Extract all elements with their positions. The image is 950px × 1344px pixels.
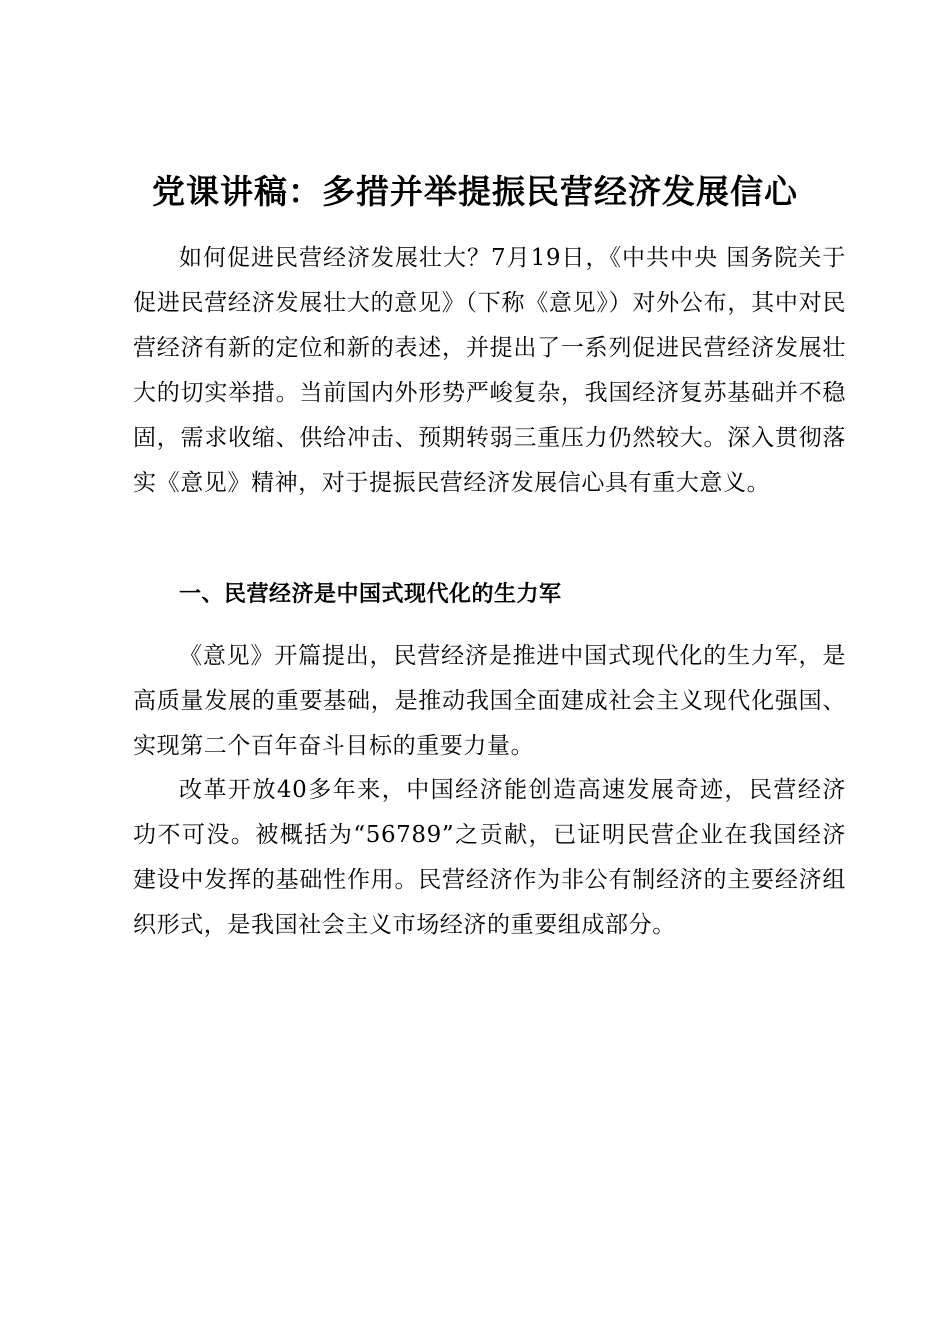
document-title: 党课讲稿：多措并举提振民营经济发展信心 bbox=[152, 172, 798, 211]
intro-paragraph: 如何促进民营经济发展壮大？7月19日，《中共中央 国务院关于促进民营经济发展壮大的意见》（下称《意见》）对外公布，其中对民营经济有新的定位和新的表述，并提出了一系列促进民营经济发展壮大的切实举措。当前国内外形势严峻复杂，我国经济复苏基础并不稳固，需求收缩、供给冲击、预期转弱三重压力仍然较大。深入贯彻落实《意见》精神，对于提振民营经济发展信心具有重大意义。 bbox=[133, 245, 846, 496]
section-paragraph-1: 《意见》开篇提出，民营经济是推进中国式现代化的生力军，是高质量发展的重要基础，是推动我国全面建成社会主义现代化强国、实现第二个百年奋斗目标的重要力量。 bbox=[133, 643, 846, 759]
section-heading: 一、民营经济是中国式现代化的生力军 bbox=[179, 582, 562, 607]
section-paragraph-2: 改革开放40多年来，中国经济能创造高速发展奇迹，民营经济功不可没。被概括为“56789”之贡献，已证明民营企业在我国经济建设中发挥的基础性作用。民营经济作为非公有制经济的主要经济组织形式，是我国社会主义市场经济的重要组成部分。 bbox=[133, 777, 846, 938]
